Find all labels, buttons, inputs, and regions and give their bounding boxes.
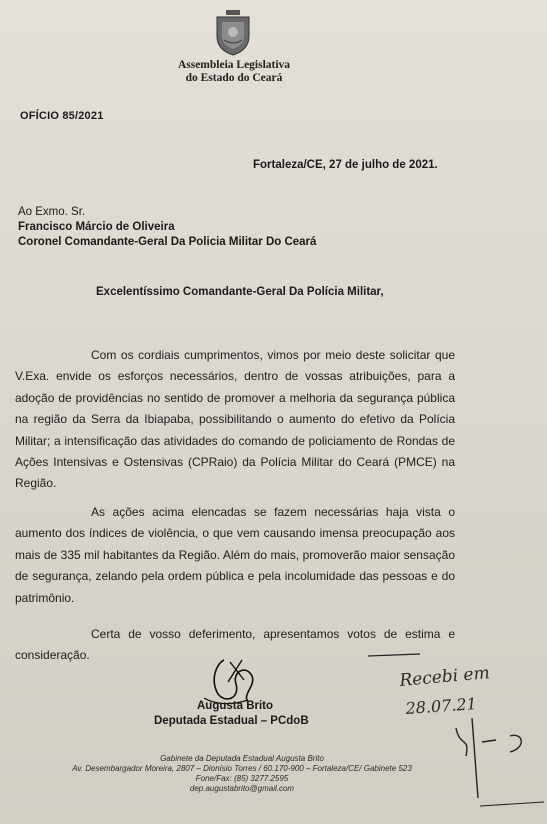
body-paragraph: As ações acima elencadas se fazem necessárias haja vista o aumento dos índices de violência, o que vem causando imensa preocupação aos mais de 335 mil habitantes da Região. Além do mais, promoverão maior sensação de segurança, zelando pela ordem pública e pela incolumidade das pessoas e do patrimônio. — [15, 505, 455, 605]
signer-role: Deputada Estadual – PCdoB — [154, 715, 309, 727]
receipt-date-text: 28.07.21 — [404, 694, 478, 718]
footer-phone: Fone/Fax: (85) 3277.2595 — [195, 774, 289, 783]
institution-state: do Estado do Ceará — [185, 72, 283, 84]
document-number: OFÍCIO 85/2021 — [20, 110, 104, 122]
recipient-title: Coronel Comandante-Geral Da Policia Militar Do Ceará — [18, 236, 317, 248]
footer-email: dep.augustabrito@gmail.com — [189, 784, 295, 793]
body-paragraph: Certa de vosso deferimento, apresentamos votos de estima e consideração. — [15, 627, 455, 663]
handwritten-receipt-note — [360, 648, 546, 818]
recipient-name: Francisco Márcio de Oliveira — [18, 221, 175, 233]
institution-name: Assembleia Legislativa — [177, 59, 291, 71]
footer-address: Av. Desembargador Moreira, 2807 – Dionísio Torres / 60.170-900 – Fortaleza/CE/ Gabinete 523 — [72, 764, 412, 773]
place-date: Fortaleza/CE, 27 de julho de 2021. — [253, 159, 438, 171]
footer-office: Gabinete da Deputada Estadual Augusta Brito — [160, 754, 324, 763]
state-coat-of-arms-icon — [214, 10, 252, 56]
receipt-received-text: Recebi em — [398, 663, 491, 691]
salutation: Excelentíssimo Comandante-Geral Da Polícia Militar, — [96, 286, 384, 298]
recipient-greeting: Ao Exmo. Sr. — [18, 206, 86, 218]
body-paragraph: Com os cordiais cumprimentos, vimos por meio deste solicitar que V.Exa. envide os esforços necessários, dentro de vossas atribuições, para a adoção de providências no sentido de promover a melhoria da segurança pública na região da Serra da Ibiapaba, possibilitando o aumento do efetivo da Polícia Militar; a intensificação das atividades do comando de policiamento de Rondas de Ações Intensivas e Ostensivas (CPRaio) da Polícia Militar do Ceará (PMCE) na Região. — [15, 348, 455, 491]
signer-name: Augusta Brito — [197, 700, 274, 712]
